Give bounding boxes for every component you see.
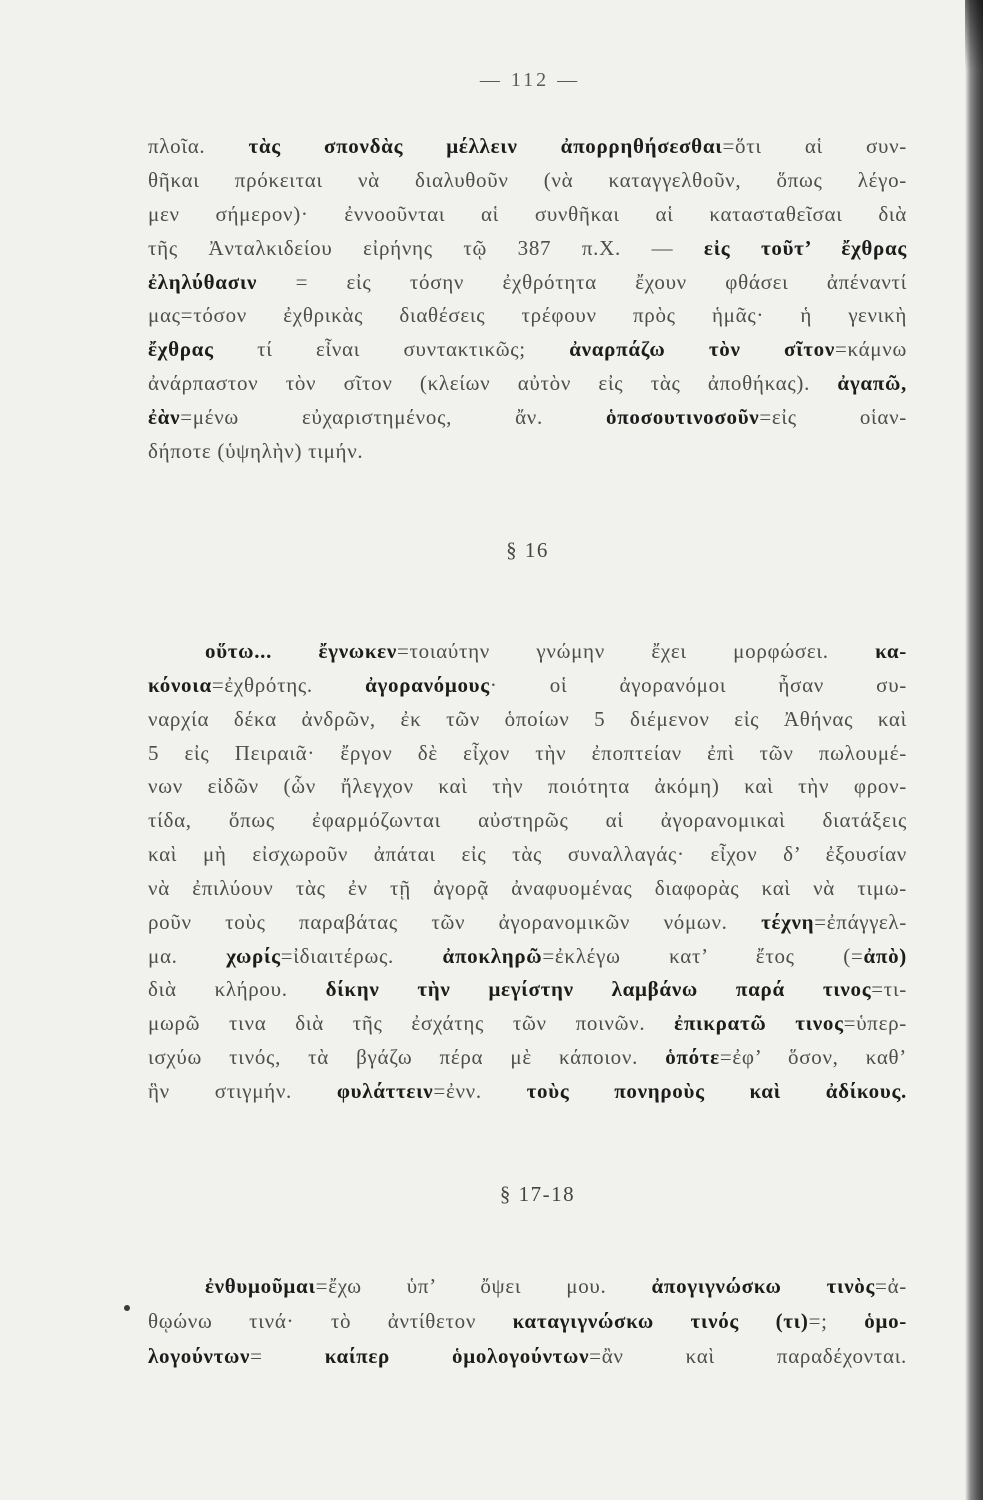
commentary-text: =ἀ-	[875, 1274, 907, 1298]
commentary-text: τῆς Ἀνταλκιδείου εἰρήνης τῷ 387 π.Χ. —	[148, 235, 704, 260]
lemma-term: λογούντων	[148, 1344, 251, 1368]
text-line	[148, 130, 907, 164]
commentary-text: =μένω εὐχαριστημένος, ἄν.	[180, 405, 606, 430]
commentary-text: =ἐχθρότης.	[211, 672, 366, 697]
commentary-text: πλοῖα.	[148, 134, 249, 158]
lemma-term: τέχνη	[761, 909, 815, 934]
commentary-text: μα.	[148, 943, 227, 968]
margin-dot	[124, 1305, 130, 1311]
text-line	[148, 1304, 907, 1339]
commentary-text: ροῦν τοὺς παραβάτας τῶν ἀγορανομικῶν νόμων.	[148, 909, 762, 934]
lemma-term: οὕτω... ἔγνωκεν	[205, 639, 397, 663]
commentary-text: μωρῶ τινα διὰ τῆς ἐσχάτης τῶν ποινῶν.	[148, 1011, 675, 1036]
lemma-term: ἔχθρας	[148, 337, 214, 362]
text-line	[148, 838, 907, 872]
lemma-term: καταγιγνώσκω τινός (τι)	[512, 1309, 809, 1333]
text-line	[148, 299, 907, 333]
text-line	[148, 164, 907, 198]
commentary-text: =κάμνω	[834, 337, 907, 362]
lemma-term: ἐπικρατῶ τινος	[674, 1011, 844, 1036]
commentary-text: =ἐφ’ ὅσον, καθ’	[719, 1045, 907, 1070]
text-line	[148, 1041, 907, 1075]
commentary-text: τί εἶναι συντακτικῶς;	[213, 337, 570, 362]
text-line	[148, 198, 907, 232]
text-line	[148, 703, 907, 737]
lemma-term: χωρίς	[226, 943, 281, 968]
commentary-text: ναρχία δέκα ἀνδρῶν, ἐκ τῶν ὁποίων 5 διέμενον εἰς Ἀθήνας καὶ	[148, 706, 907, 731]
lemma-term: εἰς τοῦτ’ ἔχθρας	[703, 235, 907, 260]
commentary-text: =ἐπάγγελ-	[814, 909, 907, 934]
lemma-term: ἀποκληρῶ	[442, 943, 543, 968]
text-line	[148, 737, 907, 771]
text-line	[148, 401, 907, 435]
lemma-term: ἀπογιγνώσκω τινὸς	[651, 1274, 876, 1298]
commentary-text: =τι-	[871, 977, 907, 1002]
lemma-term: ὁποσουτινοσοῦν	[605, 405, 760, 430]
lemma-term: ἀναρπάζω τὸν σῖτον	[569, 337, 835, 362]
commentary-text: νὰ ἐπιλύουν τὰς ἐν τῇ ἀγορᾷ ἀναφυομένας διαφορὰς καὶ νὰ τιμω-	[148, 875, 907, 900]
commentary-paragraph	[148, 635, 907, 1109]
lemma-term: τοὺς πονηροὺς καὶ ἀδίκους.	[526, 1078, 907, 1103]
text-line	[148, 804, 907, 838]
commentary-text: μας=τόσον ἐχθρικὰς διαθέσεις τρέφουν πρὸς ἡμᾶς· ἡ γενικὴ	[148, 303, 907, 328]
commentary-text: =ἂν καὶ παραδέχονται.	[589, 1344, 907, 1368]
text-line	[148, 1269, 907, 1304]
commentary-text: =εἰς οἱαν-	[759, 405, 907, 430]
page-number: — 112 —	[479, 69, 581, 91]
commentary-paragraph	[148, 130, 907, 469]
text-line	[148, 1075, 907, 1109]
lemma-term: ὁμο-	[864, 1309, 907, 1333]
lemma-term: ἀγαπῶ,	[837, 371, 907, 396]
commentary-text: =ὅτι αἱ συν-	[722, 134, 907, 158]
section-heading: § 17-18	[499, 1182, 576, 1206]
text-line	[148, 1339, 907, 1374]
commentary-text: ἀνάρπαστον τὸν σῖτον (κλείων αὐτὸν εἰς τὰς ἀποθήκας).	[148, 371, 838, 396]
commentary-text: ἣν στιγμήν.	[148, 1078, 337, 1103]
text-line	[148, 940, 907, 974]
lemma-term: δίκην τὴν μεγίστην λαμβάνω παρά τινος	[325, 977, 872, 1002]
commentary-text: νων εἰδῶν (ὧν ἤλεγχον καὶ τὴν ποιότητα ἀκόμη) καὶ τὴν φρον-	[148, 774, 907, 799]
text-line	[148, 435, 907, 469]
commentary-text: ισχύω τινός, τὰ βγάζω πέρα μὲ κάποιον.	[148, 1045, 666, 1070]
text-line	[148, 635, 907, 669]
lemma-term: ἐληλύθασιν	[148, 269, 258, 294]
commentary-text: =ὑπερ-	[843, 1011, 907, 1036]
lemma-term: κα-	[875, 639, 907, 663]
lemma-term: ὁπότε	[665, 1045, 720, 1070]
lemma-term: ἐνθυμοῦμαι	[205, 1274, 316, 1298]
commentary-text: μεν σήμερον)· ἐννοοῦνται αἱ συνθῆκαι αἱ κατασταθεῖσαι διὰ	[148, 201, 907, 226]
section-heading: § 16	[506, 538, 549, 562]
lemma-term: τὰς σπονδὰς μέλλειν ἀπορρηθήσεσθαι	[248, 134, 723, 158]
commentary-text: διὰ κλήρου.	[148, 977, 326, 1002]
lemma-term: φυλάττειν	[336, 1078, 434, 1103]
text-line	[148, 669, 907, 703]
commentary-text: =τοιαύτην γνώμην ἔχει μορφώσει.	[396, 639, 876, 663]
text-line	[148, 770, 907, 804]
commentary-text: =ἐκλέγω κατ’ ἔτος (=	[542, 943, 864, 968]
text-line	[148, 333, 907, 367]
text-line	[148, 872, 907, 906]
text-line	[148, 266, 907, 300]
commentary-text: καὶ μὴ εἰσχωροῦν ἀπάται εἰς τὰς συναλλαγάς· εἶχον δ’ ἐξουσίαν	[148, 842, 907, 867]
lemma-term: ἀγορανόμους	[365, 672, 490, 697]
commentary-text: θῆκαι πρόκειται νὰ διαλυθοῦν (νὰ καταγγελθοῦν, ὅπως λέγο-	[148, 167, 907, 192]
commentary-paragraph	[148, 1269, 907, 1374]
commentary-text: =	[250, 1344, 325, 1368]
text-line	[148, 1007, 907, 1041]
lemma-term: καίπερ ὁμολογούντων	[324, 1344, 590, 1368]
text-line	[148, 232, 907, 266]
commentary-text: τίδα, ὅπως ἐφαρμόζωνται αὐστηρῶς αἱ ἀγορανομικαὶ διατάξεις	[148, 808, 907, 833]
commentary-text: · οἱ ἀγορανόμοι ἦσαν συ-	[489, 672, 907, 697]
text-line	[148, 973, 907, 1007]
binding-shadow	[965, 0, 983, 1500]
commentary-text: =ἔχω ὑπ’ ὄψει μου.	[315, 1274, 652, 1298]
commentary-text: = εἰς τόσην ἐχθρότητα ἔχουν φθάσει ἀπέναντί	[257, 269, 907, 294]
commentary-text: =ἐνν.	[433, 1078, 527, 1103]
lemma-term: ἀπὸ)	[863, 943, 908, 968]
text-line	[148, 367, 907, 401]
commentary-text: =;	[808, 1309, 865, 1333]
lemma-term: κόνοια	[148, 672, 212, 697]
commentary-text: δήποτε (ὑψηλὴν) τιμήν.	[148, 439, 364, 464]
text-line	[148, 906, 907, 940]
commentary-text: =ἰδιαιτέρως.	[280, 943, 443, 968]
commentary-text: 5 εἰς Πειραιᾶ· ἔργον δὲ εἶχον τὴν ἐποπτείαν ἐπὶ τῶν πωλουμέ-	[148, 740, 907, 765]
lemma-term: ἐὰν	[148, 405, 181, 430]
commentary-text: θῳώνω τινά· τὸ ἀντίθετον	[148, 1309, 513, 1333]
